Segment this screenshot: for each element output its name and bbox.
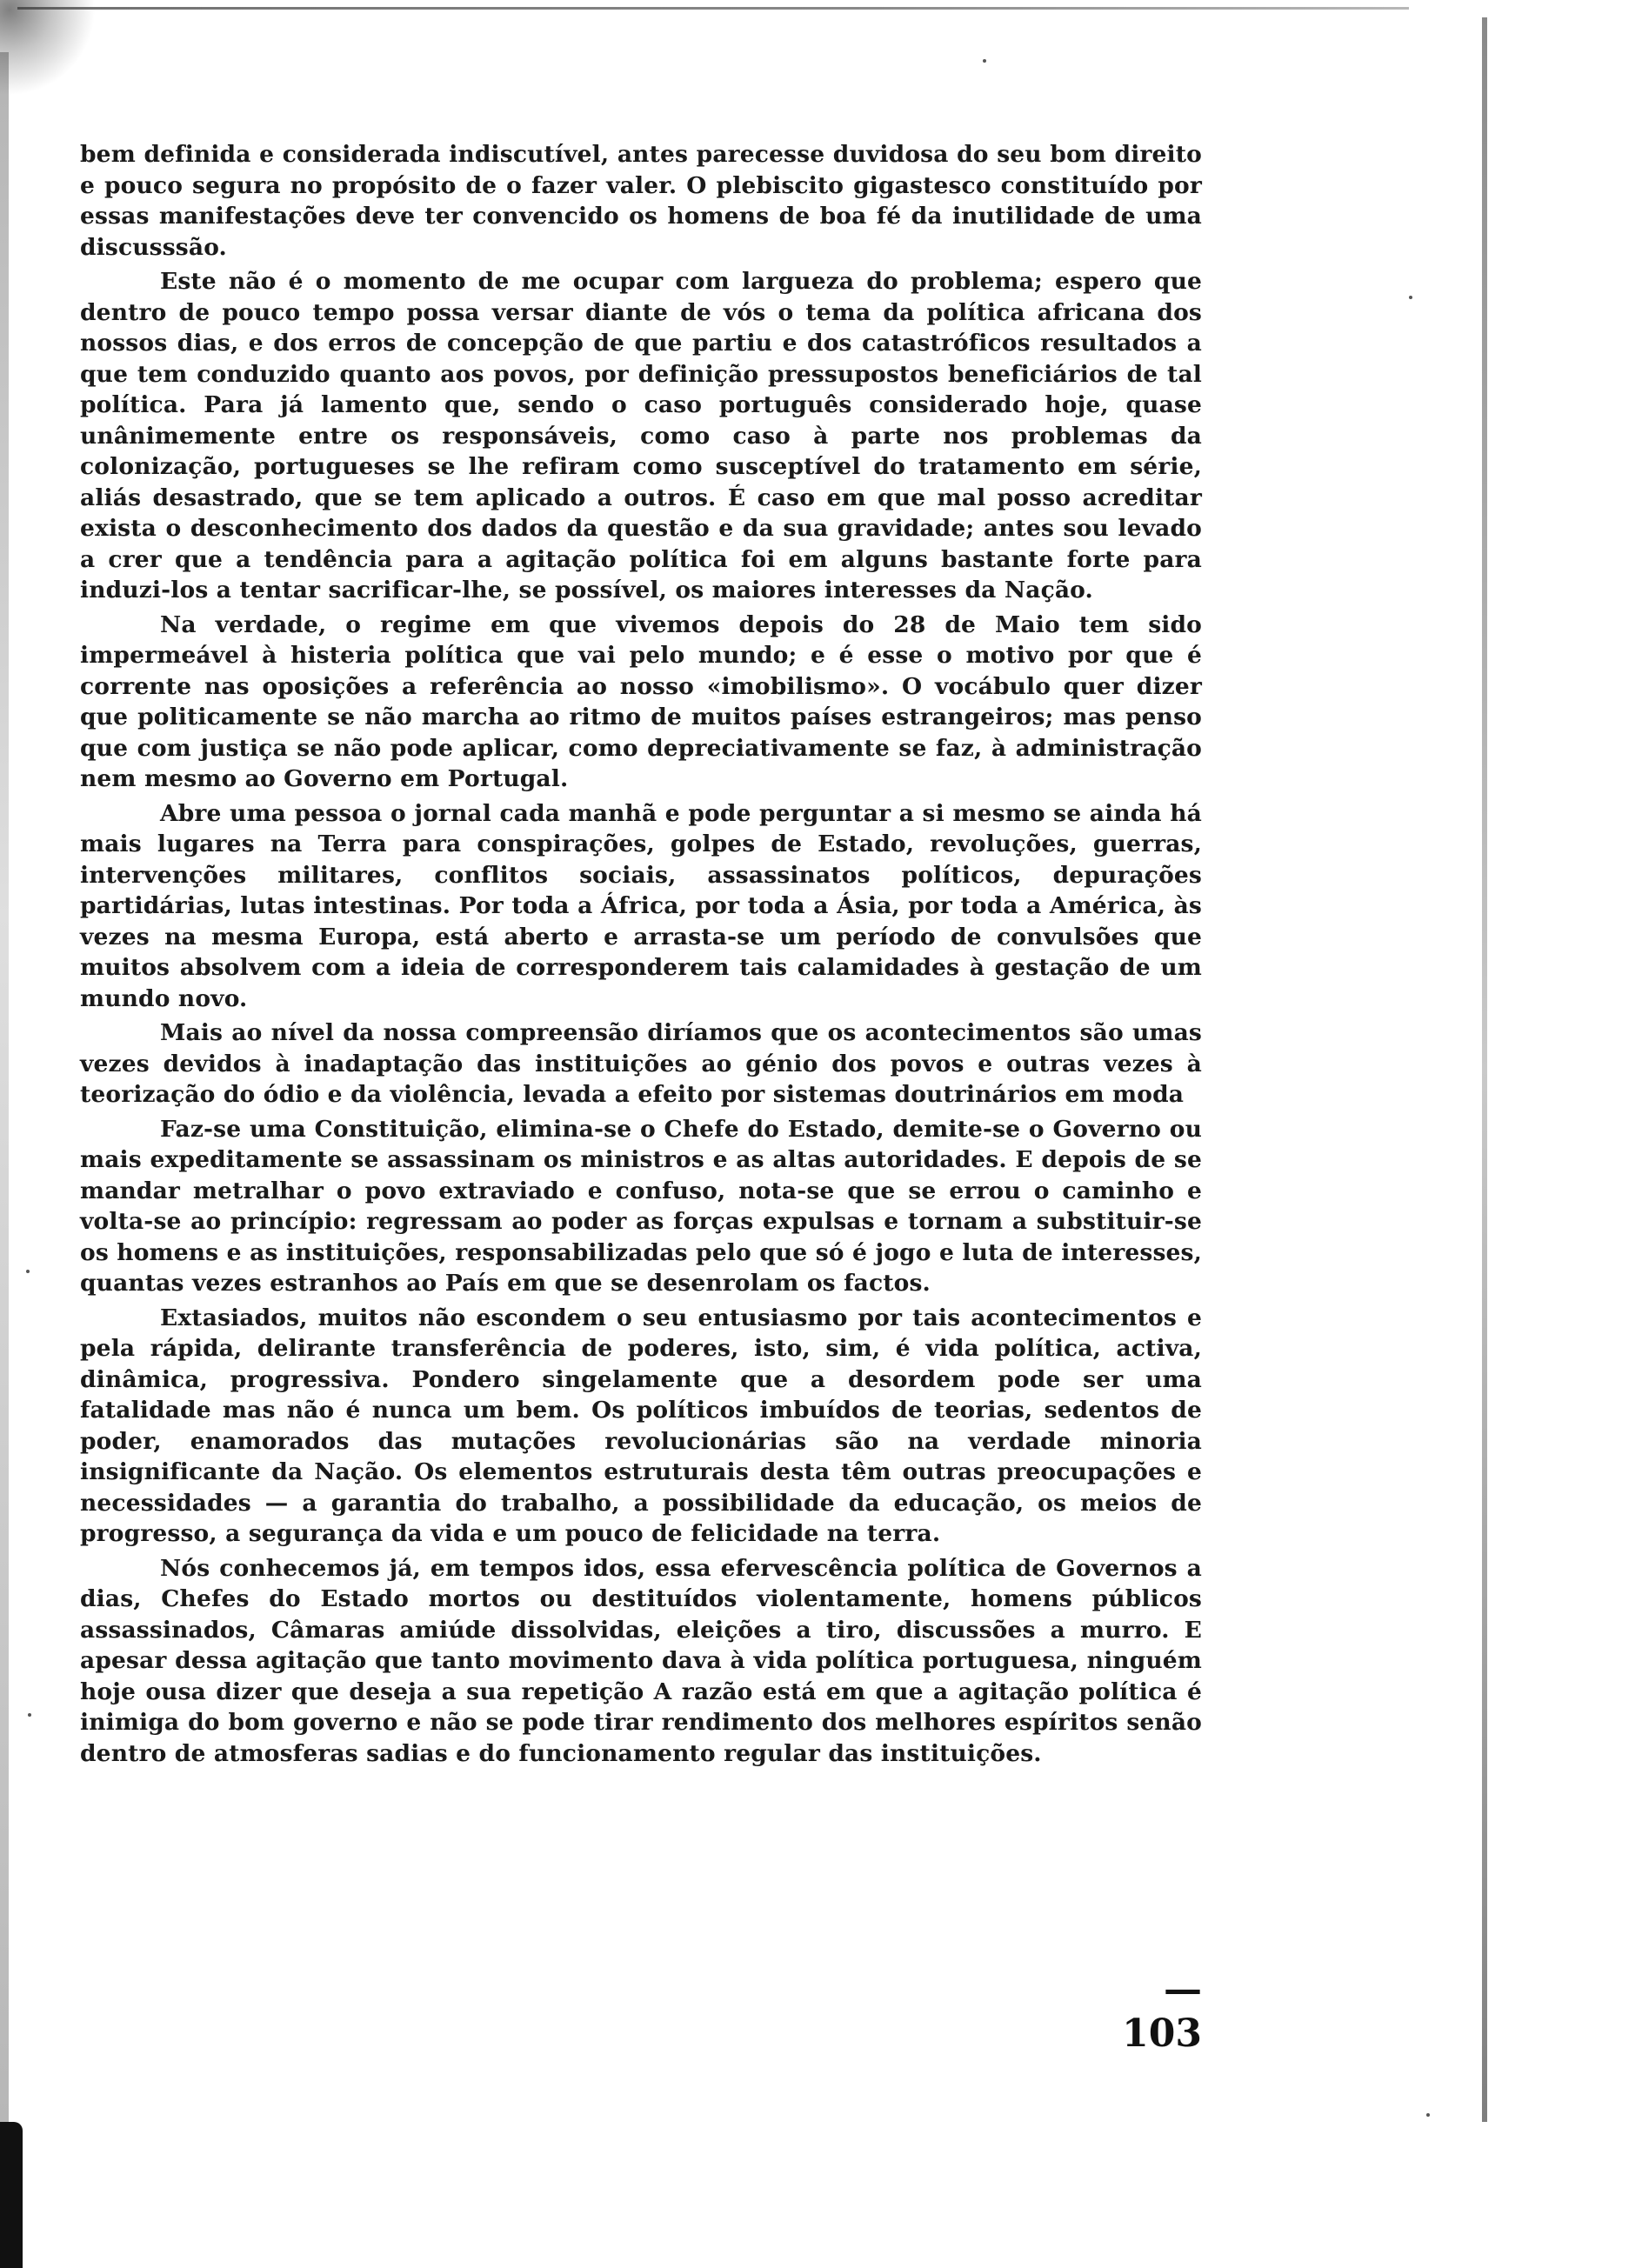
paragraph: Nós conhecemos já, em tempos idos, essa efervescência política de Governos a dias, Chefes do Estado mortos ou destituídos violentamente, homens públicos assassinados, Câmaras amiúde dissolvidas, eleições a tiro, discussões a murro. E apesar dessa agitação que tanto movimento dava à vida política portuguesa, ninguém hoje ousa dizer que deseja a sua repetição A razão está em que a agitação política é inimiga do bom governo e não se pode tirar rendimento dos melhores espíritos senão dentro de atmosferas sadias e do funcionamento regular das instituições. bbox=[80, 1554, 1202, 1767]
scan-speck bbox=[1426, 2113, 1430, 2117]
scan-speck bbox=[28, 1713, 31, 1717]
page-right-edge bbox=[1482, 17, 1487, 2122]
paragraph: Abre uma pessoa o jornal cada manhã e pode perguntar a si mesmo se ainda há mais lugares na Terra para conspirações, golpes de Estado, revoluções, guerras, intervenções militares, conflitos sociais, assassinatos políticos, depurações partidárias, lutas intestinas. Por toda a África, por toda a Ásia, por toda a América, às vezes na mesma Europa, está aberto e arrasta-se um período de convulsões que muitos absolvem com a ideia de corresponderem tais calamidades à gestação de um mundo novo. bbox=[80, 799, 1202, 1012]
paragraph: Mais ao nível da nossa compreensão diríamos que os acontecimentos são umas vezes devidos à inadaptação das instituições ao génio dos povos e outras vezes à teorização do ódio e da violência, levada a efeito por sistemas doutrinários em moda bbox=[80, 1019, 1202, 1108]
scan-speck bbox=[26, 1270, 30, 1273]
paragraph: Extasiados, muitos não escondem o seu entusiasmo por tais acontecimentos e pela rápida, delirante transferência de poderes, isto, sim, é vida política, activa, dinâmica, progressiva. Pondero singelamente que a desordem pode ser uma fatalidade mas não é nunca um bem. Os políticos imbuídos de teorias, sedentos de poder, enamorados das mutações revolucionárias são na verdade minoria insignificante da Nação. Os elementos estruturais desta têm outras preocupações e necessidades — a garantia do trabalho, a possibilidade da educação, os meios de progresso, a segurança da vida e um pouco de felicidade na terra. bbox=[80, 1304, 1202, 1547]
body-text bbox=[80, 139, 1202, 1772]
binding-mark bbox=[0, 2122, 23, 2268]
paragraph: Na verdade, o regime em que vivemos depois do 28 de Maio tem sido impermeável à histeria política que vai pelo mundo; e é esse o motivo por que é corrente nas oposições a referência ao nosso «imobilismo». O vocábulo quer dizer que politicamente se não marcha ao ritmo de muitos países estrangeiros; mas penso que com justiça se não pode aplicar, como depreciativamente se faz, à administração nem mesmo ao Governo em Portugal. bbox=[80, 610, 1202, 792]
page-number: — 103 bbox=[1122, 1967, 1202, 2056]
scan-speck bbox=[983, 59, 986, 63]
page-top-edge bbox=[17, 7, 1409, 10]
scan-corner-smudge bbox=[0, 0, 96, 96]
paragraph: bem definida e considerada indiscutível, antes parecesse duvidosa do seu bom direito e pouco segura no propósito de o fazer valer. O plebiscito gigastesco constituído por essas manifestações deve ter convencido os homens de boa fé da inutilidade de uma discusssão. bbox=[80, 141, 1202, 261]
paragraph: Este não é o momento de me ocupar com largueza do problema; espero que dentro de pouco tempo possa versar diante de vós o tema da política africana dos nossos dias, e dos erros de concepção de que partiu e dos catastróficos resultados a que tem conduzido quanto aos povos, por definição pressupostos beneficiários de tal política. Para já lamento que, sendo o caso português considerado hoje, quase unânimemente entre os responsáveis, como caso à parte nos problemas da colonização, portugueses se lhe refiram como susceptível do tratamento em série, aliás desastrado, que se tem aplicado a outros. É caso em que mal posso acreditar exista o desconhecimento dos dados da questão e da sua gravidade; antes sou levado a crer que a tendência para a agitação política foi em alguns bastante forte para induzi-los a tentar sacrificar-lhe, se possível, os maiores interesses da Nação. bbox=[80, 268, 1202, 604]
page-left-edge bbox=[0, 52, 9, 2209]
paragraph: Faz-se uma Constituição, elimina-se o Chefe do Estado, demite-se o Governo ou mais expeditamente se assassinam os ministros e as altas autoridades. E depois de se mandar metralhar o povo extraviado e confuso, nota-se que se errou o caminho e volta-se ao princípio: regressam ao poder as forças expulsas e tornam a substituir-se os homens e as instituições, responsabilizadas pelo que só é jogo e luta de interesses, quantas vezes estranhos ao País em que se desenrolam os factos. bbox=[80, 1115, 1202, 1297]
scan-speck bbox=[1409, 296, 1412, 299]
